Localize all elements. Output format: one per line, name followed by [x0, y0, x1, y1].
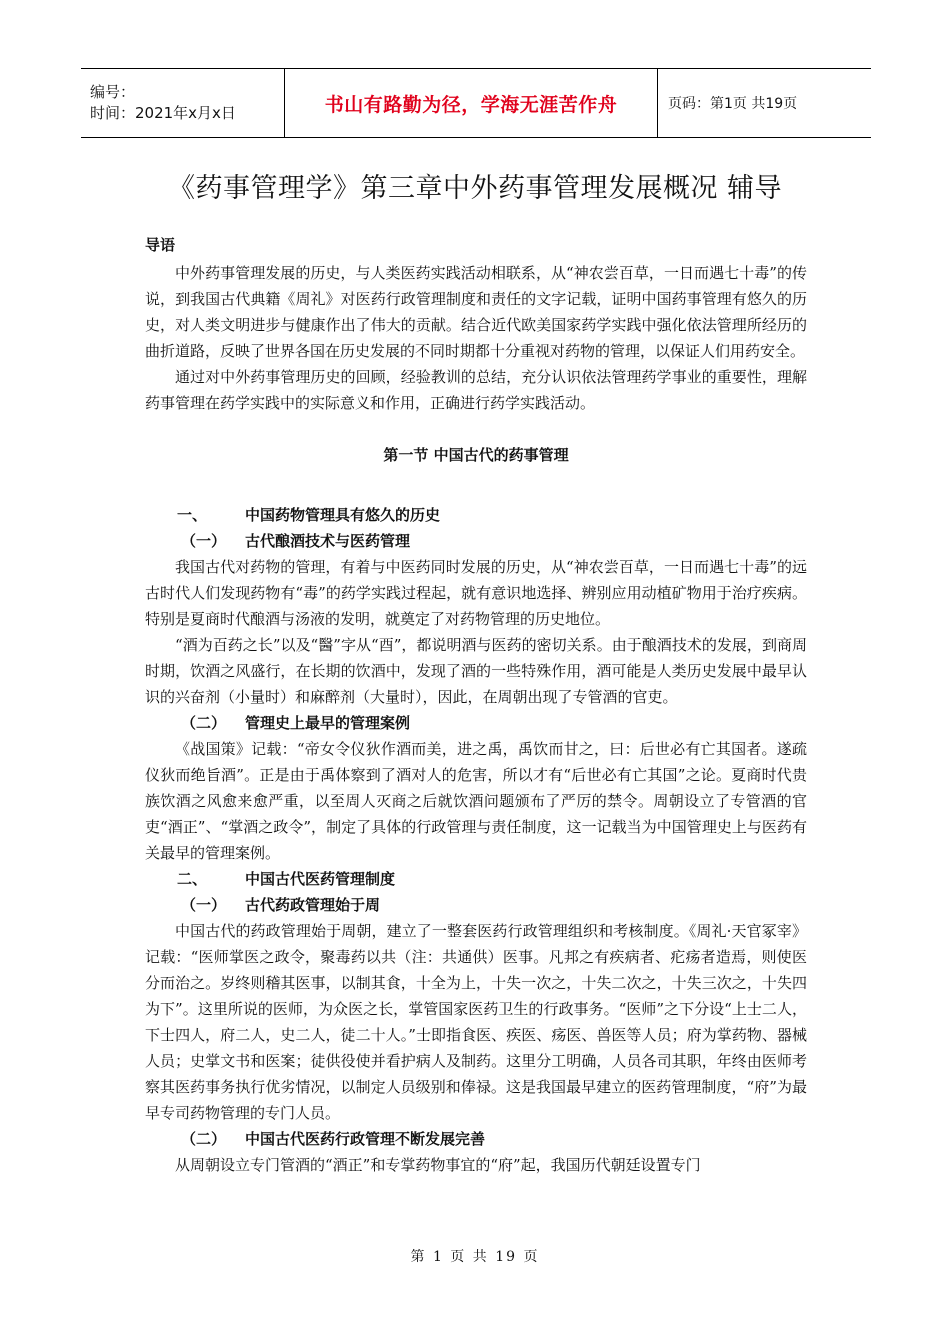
part1-number: 一、	[177, 506, 208, 524]
part1-sub2-title: 管理史上最早的管理案例	[245, 714, 411, 732]
motto-text: 书山有路勤为径，学海无涯苦作舟	[324, 93, 618, 116]
part1-sub2-heading	[145, 710, 807, 736]
part2-sub1-title: 古代药政管理始于周	[245, 896, 381, 914]
header-motto-cell	[285, 69, 658, 137]
part1-heading	[145, 502, 807, 528]
body-paragraph: 我国古代对药物的管理，有着与中医药同时发展的历史，从“神农尝百草，一日而遇七十毒”的远古时代人们发现药物有“毒”的药学实践过程起，就有意识地选择、辨别应用动植矿物用于治疗疾病。特别是夏商时代酿酒与汤液的发明，就奠定了对药物管理的历史地位。	[145, 558, 807, 628]
body-paragraph: 《战国策》记载：“帝女令仪狄作酒而美，进之禹，禹饮而甘之，曰：后世必有亡其国者。遂疏仪狄而绝旨酒”。正是由于禹体察到了酒对人的危害，所以才有“后世必有亡其国”之论。夏商时代贵族饮酒之风愈来愈严重，以至周人灭商之后就饮酒问题颁布了严厉的禁令。周朝设立了专管酒的官吏“酒正”、“掌酒之政令”，制定了具体的行政管理与责任制度，这一记载当为中国管理史上与医药有关最早的管理案例。	[145, 740, 807, 862]
part2-sub1-heading	[145, 892, 807, 918]
part1-sub1-heading	[145, 528, 807, 554]
page-footer: 第 1 页 共 19 页	[410, 1249, 540, 1265]
part2-sub1-number: （一）	[181, 896, 227, 914]
part1-sub2-number: （二）	[181, 714, 227, 732]
body-paragraph: 从周朝设立专门管酒的“酒正”和专掌药物事宜的“府”起，我国历代朝廷设置专门	[175, 1156, 701, 1174]
intro-heading: 导语	[145, 236, 176, 254]
part2-number: 二、	[177, 870, 208, 888]
header-page-cell	[658, 69, 871, 137]
document-body	[145, 232, 807, 1178]
header-table	[81, 68, 871, 138]
part2-title: 中国古代医药管理制度	[245, 870, 396, 888]
part1-title: 中国药物管理具有悠久的历史	[245, 506, 441, 524]
date-label: 时间：2021年x月x日	[90, 104, 236, 122]
part1-sub1-title: 古代酿酒技术与医药管理	[245, 532, 411, 550]
section-title: 第一节 中国古代的药事管理	[383, 446, 569, 464]
intro-paragraph: 通过对中外药事管理历史的回顾，经验教训的总结，充分认识依法管理药学事业的重要性，理解药事管理在药学实践中的实际意义和作用，正确进行药学实践活动。	[145, 368, 807, 412]
part2-sub2-heading	[145, 1126, 807, 1152]
code-label: 编号：	[90, 83, 136, 101]
intro-paragraph: 中外药事管理发展的历史，与人类医药实践活动相联系，从“神农尝百草，一日而遇七十毒”的传说，到我国古代典籍《周礼》对医药行政管理制度和责任的文字记载，证明中国药事管理有悠久的历史，对人类文明进步与健康作出了伟大的贡献。结合近代欧美国家药学实践中强化依法管理所经历的曲折道路，反映了世界各国在历史发展的不同时期都十分重视对药物的管理，以保证人们用药安全。	[145, 264, 807, 360]
page-info: 页码：第1页 共19页	[668, 96, 798, 112]
part2-sub2-title: 中国古代医药行政管理不断发展完善	[245, 1130, 486, 1148]
part1-sub1-number: （一）	[181, 532, 227, 550]
body-paragraph: “酒为百药之长”以及“醫”字从“酉”，都说明酒与医药的密切关系。由于酿酒技术的发展，到商周时期，饮酒之风盛行，在长期的饮酒中，发现了酒的一些特殊作用，酒可能是人类历史发展中最早认识的兴奋剂（小量时）和麻醉剂（大量时），因此，在周朝出现了专管酒的官吏。	[145, 636, 807, 706]
document-title: 《药事管理学》第三章中外药事管理发展概况 辅导	[167, 173, 783, 204]
header-left-cell	[81, 69, 285, 137]
body-paragraph: 中国古代的药政管理始于周朝，建立了一整套医药行政管理组织和考核制度。《周礼·天官冢宰》记载：“医师掌医之政令，聚毒药以共（注：共通供）医事。凡邦之有疾病者、疕疡者造焉，则使医分而治之。岁终则稽其医事，以制其食，十全为上，十失一次之，十失二次之，十失三次之，十失四为下”。这里所说的医师，为众医之长，掌管国家医药卫生的行政事务。“医师”之下分设“上士二人，下士四人，府二人，史二人，徒二十人。”士即指食医、疾医、疡医、兽医等人员；府为掌药物、器械人员；史掌文书和医案；徒供役使并看护病人及制药。这里分工明确，人员各司其职，年终由医师考察其医药事务执行优劣情况，以制定人员级别和俸禄。这是我国最早建立的医药管理制度，“府”为最早专司药物管理的专门人员。	[145, 922, 807, 1122]
part2-heading	[145, 866, 807, 892]
part2-sub2-number: （二）	[181, 1130, 227, 1148]
